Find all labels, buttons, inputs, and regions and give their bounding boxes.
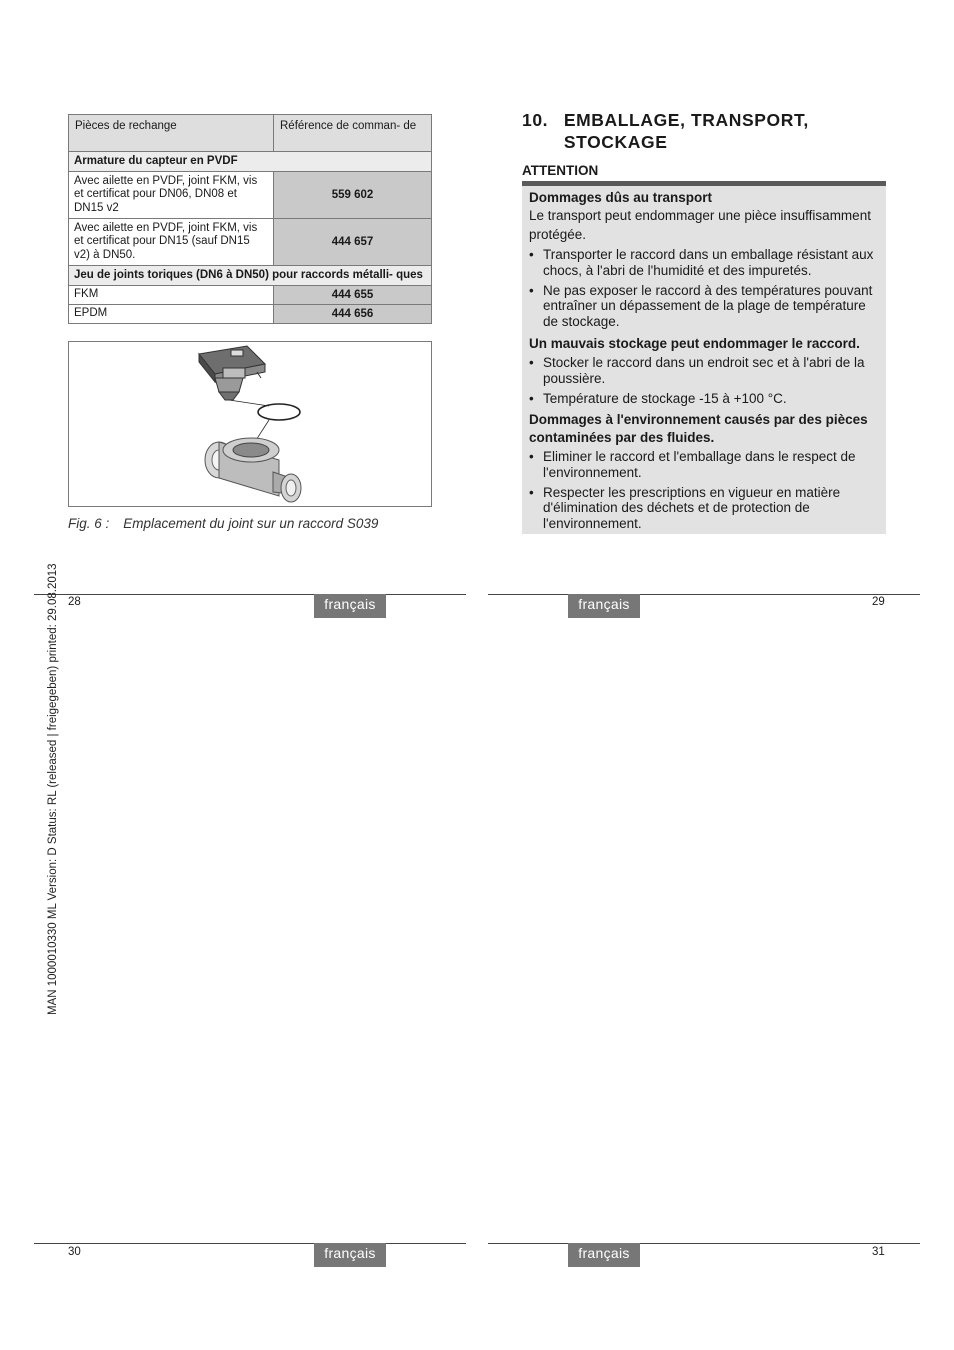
table-row bbox=[69, 219, 432, 266]
order-reference: 444 656 bbox=[274, 305, 432, 324]
table-row bbox=[69, 286, 432, 305]
warning-heading: Un mauvais stockage peut endommager le raccord. bbox=[529, 335, 860, 351]
figure-label: Fig. 6 : bbox=[68, 516, 110, 531]
section-title: EMBALLAGE, TRANSPORT, STOCKAGE bbox=[563, 110, 809, 152]
table-section-row bbox=[69, 152, 432, 172]
seal-location-drawing bbox=[69, 342, 431, 506]
language-tab: français bbox=[568, 594, 640, 618]
figure-caption bbox=[68, 516, 378, 531]
page-number: 31 bbox=[872, 1246, 885, 1258]
table-row bbox=[69, 172, 432, 219]
list-item: • Transporter le raccord dans un emballage résistant aux chocs, à l'abri de l'humidité et des impuretés. bbox=[529, 247, 880, 278]
part-description: FKM bbox=[69, 286, 274, 305]
warning-list bbox=[529, 449, 880, 531]
footer-rule bbox=[488, 1243, 920, 1244]
footer-rule bbox=[34, 594, 466, 595]
part-description: Avec ailette en PVDF, joint FKM, vis et certificat pour DN06, DN08 et DN15 v2 bbox=[69, 172, 274, 219]
order-reference: 559 602 bbox=[274, 172, 432, 219]
section-label: Armature du capteur en PVDF bbox=[69, 152, 432, 172]
order-reference: 444 655 bbox=[274, 286, 432, 305]
page-number: 30 bbox=[68, 1246, 81, 1258]
o-ring-seal bbox=[258, 404, 300, 420]
order-reference: 444 657 bbox=[274, 219, 432, 266]
list-item: • Respecter les prescriptions en vigueur en matière d'élimination des déchets et de protection de l'environnement. bbox=[529, 485, 880, 532]
warning-paragraph: Le transport peut endommager une pièce insuffisamment protégée. bbox=[529, 207, 871, 242]
fitting-illustration bbox=[68, 341, 432, 507]
warning-list bbox=[529, 355, 880, 406]
list-item: • Ne pas exposer le raccord à des températures pouvant entraîner un dépassement de la plage de température de stockage. bbox=[529, 283, 880, 330]
attention-box bbox=[522, 186, 886, 534]
list-item: • Eliminer le raccord et l'emballage dans le respect de l'environnement. bbox=[529, 449, 880, 480]
page-number: 28 bbox=[68, 596, 81, 608]
language-tab: français bbox=[568, 1243, 640, 1267]
sensor-armature bbox=[199, 346, 265, 400]
footer-rule bbox=[34, 1243, 466, 1244]
language-tab: français bbox=[314, 1243, 386, 1267]
language-tab: français bbox=[314, 594, 386, 618]
attention-label: ATTENTION bbox=[522, 163, 599, 178]
leader-line bbox=[229, 400, 269, 406]
s039-fitting bbox=[205, 438, 301, 502]
section-number: 10. bbox=[522, 110, 549, 130]
warning-heading: Dommages dûs au transport bbox=[529, 190, 713, 205]
section-label: Jeu de joints toriques (DN6 à DN50) pour raccords métalli- ques bbox=[69, 266, 432, 286]
column-header-parts: Pièces de rechange bbox=[69, 115, 274, 152]
page-number: 29 bbox=[872, 596, 885, 608]
warning-list bbox=[529, 247, 880, 329]
section-heading bbox=[522, 110, 886, 154]
part-description: Avec ailette en PVDF, joint FKM, vis et certificat pour DN15 (sauf DN15 v2) à DN50. bbox=[69, 219, 274, 266]
warning-heading: Dommages à l'environnement causés par des pièces contaminées par des fluides. bbox=[529, 412, 868, 445]
spare-parts-table bbox=[68, 114, 432, 324]
list-item: • Stocker le raccord dans un endroit sec et à l'abri de la poussière. bbox=[529, 355, 880, 386]
table-header-row bbox=[69, 115, 432, 152]
column-header-reference: Référence de comman- de bbox=[274, 115, 432, 152]
footer-rule bbox=[488, 594, 920, 595]
table-row bbox=[69, 305, 432, 324]
list-item: • Température de stockage -15 à +100 °C. bbox=[529, 391, 880, 407]
document-status-note: MAN 1000010330 ML Version: D Status: RL (released | freigegeben) printed: 29.08.2013 bbox=[47, 563, 59, 1015]
table-section-row bbox=[69, 266, 432, 286]
part-description: EPDM bbox=[69, 305, 274, 324]
figure-caption-text: Emplacement du joint sur un raccord S039 bbox=[123, 516, 379, 531]
